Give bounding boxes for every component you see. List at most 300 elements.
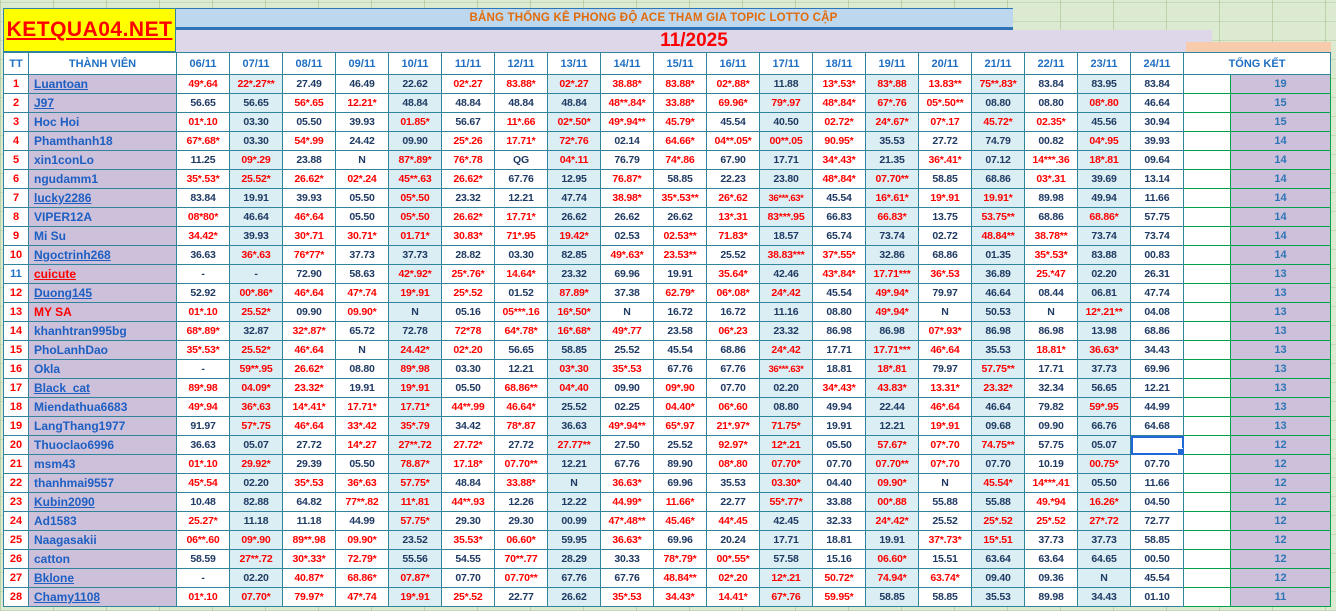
value-cell[interactable]: 19*.91 (389, 379, 442, 398)
row-number[interactable]: 13 (4, 303, 29, 322)
value-cell[interactable]: 68.86 (919, 246, 972, 265)
spacer-cell[interactable] (1184, 417, 1231, 436)
value-cell[interactable]: 38.78** (1025, 227, 1078, 246)
value-cell[interactable]: 48.84** (654, 569, 707, 588)
value-cell[interactable]: 12*.21 (760, 569, 813, 588)
row-number[interactable]: 25 (4, 531, 29, 550)
value-cell[interactable]: 13.14 (1131, 170, 1184, 189)
value-cell[interactable]: 53.75** (972, 208, 1025, 227)
value-cell[interactable]: 16*.50* (548, 303, 601, 322)
value-cell[interactable]: 49.*94 (1025, 493, 1078, 512)
spacer-cell[interactable] (1184, 379, 1231, 398)
value-cell[interactable]: 35.53 (707, 474, 760, 493)
value-cell[interactable]: 57.75 (1131, 208, 1184, 227)
value-cell[interactable]: 79.97 (919, 284, 972, 303)
value-cell[interactable]: 00*.86* (230, 284, 283, 303)
member-name[interactable]: xin1conLo (29, 151, 177, 170)
value-cell[interactable]: 35*.53** (654, 189, 707, 208)
value-cell[interactable]: 68.86** (495, 379, 548, 398)
value-cell[interactable]: 25.52 (654, 436, 707, 455)
header-date-11-11[interactable]: 11/11 (442, 53, 495, 75)
member-name[interactable]: Okla (29, 360, 177, 379)
value-cell[interactable]: 09.64 (1131, 151, 1184, 170)
value-cell[interactable]: 78.87* (389, 455, 442, 474)
value-cell[interactable]: 03.30* (760, 474, 813, 493)
value-cell[interactable]: 01*.10 (177, 588, 230, 607)
total-cell[interactable]: 14 (1231, 246, 1331, 265)
value-cell[interactable]: 75**.83* (972, 75, 1025, 94)
total-cell[interactable]: 13 (1231, 303, 1331, 322)
value-cell[interactable]: 35.53 (866, 132, 919, 151)
value-cell[interactable]: 01.85* (389, 113, 442, 132)
value-cell[interactable]: 44.99 (336, 512, 389, 531)
value-cell[interactable]: 08*.80 (707, 455, 760, 474)
spacer-cell[interactable] (1184, 189, 1231, 208)
value-cell[interactable]: 23.53** (654, 246, 707, 265)
row-number[interactable]: 4 (4, 132, 29, 151)
value-cell[interactable]: 25.*47 (1025, 265, 1078, 284)
header-date-22-11[interactable]: 22/11 (1025, 53, 1078, 75)
row-number[interactable]: 15 (4, 341, 29, 360)
value-cell[interactable]: 82.88 (230, 493, 283, 512)
value-cell[interactable]: 21*.97* (707, 417, 760, 436)
value-cell[interactable]: 07.70* (760, 455, 813, 474)
value-cell[interactable]: 23.32* (972, 379, 1025, 398)
value-cell[interactable]: 07*.93* (919, 322, 972, 341)
value-cell[interactable]: 62.79* (654, 284, 707, 303)
value-cell[interactable]: 37.38 (601, 284, 654, 303)
value-cell[interactable]: N (1025, 303, 1078, 322)
member-name[interactable]: Duong145 (29, 284, 177, 303)
value-cell[interactable]: 35*.53* (177, 170, 230, 189)
row-number[interactable]: 14 (4, 322, 29, 341)
header-date-18-11[interactable]: 18/11 (813, 53, 866, 75)
value-cell[interactable]: 07.70** (495, 455, 548, 474)
value-cell[interactable]: 30.83* (442, 227, 495, 246)
value-cell[interactable]: N (1078, 569, 1131, 588)
member-name[interactable]: khanhtran995bg (29, 322, 177, 341)
value-cell[interactable]: 49.94 (813, 398, 866, 417)
member-name[interactable]: Ad1583 (29, 512, 177, 531)
value-cell[interactable]: 36.63* (601, 531, 654, 550)
member-name[interactable]: ngudamm1 (29, 170, 177, 189)
value-cell[interactable]: 12.22 (548, 493, 601, 512)
value-cell[interactable]: 72.77 (1131, 512, 1184, 531)
value-cell[interactable]: 05.50 (283, 113, 336, 132)
value-cell[interactable]: 48.84 (442, 474, 495, 493)
value-cell[interactable]: 86.98 (866, 322, 919, 341)
value-cell[interactable]: 59.95* (813, 588, 866, 607)
value-cell[interactable]: 11.18 (230, 512, 283, 531)
value-cell[interactable]: 74.75** (972, 436, 1025, 455)
value-cell[interactable]: 07.70** (495, 569, 548, 588)
total-cell[interactable]: 13 (1231, 417, 1331, 436)
value-cell[interactable]: 07*.70 (919, 455, 972, 474)
value-cell[interactable]: 17.71 (760, 151, 813, 170)
value-cell[interactable]: 36*.63 (230, 398, 283, 417)
value-cell[interactable]: 59**.95 (230, 360, 283, 379)
value-cell[interactable]: 48.84** (972, 227, 1025, 246)
value-cell[interactable]: 37.73 (1078, 360, 1131, 379)
value-cell[interactable]: 66.83* (866, 208, 919, 227)
value-cell[interactable]: 04*.11 (548, 151, 601, 170)
value-cell[interactable]: 25.52 (707, 246, 760, 265)
value-cell[interactable]: 14***.41 (1025, 474, 1078, 493)
value-cell[interactable]: 63.74* (919, 569, 972, 588)
value-cell[interactable]: 15.16 (813, 550, 866, 569)
value-cell[interactable]: 78*.87 (495, 417, 548, 436)
member-name[interactable]: PhoLanhDao (29, 341, 177, 360)
value-cell[interactable]: 22.23 (707, 170, 760, 189)
value-cell[interactable]: 36***.63* (760, 360, 813, 379)
row-number[interactable]: 28 (4, 588, 29, 607)
value-cell[interactable]: 11.66 (1131, 189, 1184, 208)
value-cell[interactable]: 26.62 (548, 588, 601, 607)
value-cell[interactable]: 05***.16 (495, 303, 548, 322)
value-cell[interactable]: 79.97 (919, 360, 972, 379)
total-cell[interactable]: 14 (1231, 170, 1331, 189)
value-cell[interactable]: 25.52* (230, 170, 283, 189)
value-cell[interactable]: N (389, 303, 442, 322)
header-date-14-11[interactable]: 14/11 (601, 53, 654, 75)
spacer-cell[interactable] (1184, 208, 1231, 227)
value-cell[interactable]: 45**.63 (389, 170, 442, 189)
value-cell[interactable]: 71.83* (707, 227, 760, 246)
value-cell[interactable]: 07.70* (230, 588, 283, 607)
value-cell[interactable]: 36.63* (601, 474, 654, 493)
value-cell[interactable]: 14.41* (707, 588, 760, 607)
value-cell[interactable]: 12.21 (548, 455, 601, 474)
value-cell[interactable]: 72*.76 (548, 132, 601, 151)
value-cell[interactable]: 05.50 (336, 455, 389, 474)
value-cell[interactable]: 09.90* (866, 474, 919, 493)
site-logo[interactable] (3, 8, 176, 52)
header-date-23-11[interactable]: 23/11 (1078, 53, 1131, 75)
value-cell[interactable]: 13.75 (919, 208, 972, 227)
value-cell[interactable]: 71*.95 (495, 227, 548, 246)
value-cell[interactable]: 17.71 (813, 341, 866, 360)
value-cell[interactable]: 27*.72 (1078, 512, 1131, 531)
spacer-cell[interactable] (1184, 284, 1231, 303)
total-cell[interactable]: 11 (1231, 588, 1331, 607)
value-cell[interactable]: 47*.48** (601, 512, 654, 531)
total-cell[interactable]: 13 (1231, 341, 1331, 360)
value-cell[interactable]: 02.20 (760, 379, 813, 398)
value-cell[interactable]: 40.87* (283, 569, 336, 588)
value-cell[interactable]: 57.67* (866, 436, 919, 455)
member-name[interactable]: J97 (29, 94, 177, 113)
value-cell[interactable]: 30*.33* (283, 550, 336, 569)
value-cell[interactable]: 11.16 (760, 303, 813, 322)
value-cell[interactable]: 67.76 (495, 170, 548, 189)
value-cell[interactable]: 19.42* (548, 227, 601, 246)
value-cell[interactable]: 05*.50 (389, 189, 442, 208)
value-cell[interactable]: 36***.63* (760, 189, 813, 208)
row-number[interactable]: 1 (4, 75, 29, 94)
value-cell[interactable]: 19*.91 (919, 417, 972, 436)
header-date-17-11[interactable]: 17/11 (760, 53, 813, 75)
value-cell[interactable]: 19.91 (866, 531, 919, 550)
value-cell[interactable]: - (177, 569, 230, 588)
value-cell[interactable]: 03*.30 (548, 360, 601, 379)
value-cell[interactable]: 74*.86 (654, 151, 707, 170)
value-cell[interactable]: 24.42 (336, 132, 389, 151)
value-cell[interactable]: 83*.88 (866, 75, 919, 94)
value-cell[interactable]: 17.71* (495, 208, 548, 227)
value-cell[interactable]: 07.70** (866, 455, 919, 474)
row-number[interactable]: 27 (4, 569, 29, 588)
value-cell[interactable]: 06.60* (866, 550, 919, 569)
value-cell[interactable]: 07.70 (1131, 455, 1184, 474)
value-cell[interactable]: 05.07 (230, 436, 283, 455)
member-name[interactable]: Ngoctrinh268 (29, 246, 177, 265)
value-cell[interactable]: 33.88* (654, 94, 707, 113)
header-date-13-11[interactable]: 13/11 (548, 53, 601, 75)
value-cell[interactable]: 58.85 (919, 170, 972, 189)
row-number[interactable]: 3 (4, 113, 29, 132)
value-cell[interactable]: 72.78 (389, 322, 442, 341)
total-cell[interactable]: 12 (1231, 512, 1331, 531)
total-cell[interactable]: 15 (1231, 113, 1331, 132)
value-cell[interactable]: 25*.26 (442, 132, 495, 151)
value-cell[interactable]: 87*.89* (389, 151, 442, 170)
value-cell[interactable]: 57.75* (389, 512, 442, 531)
spacer-cell[interactable] (1184, 474, 1231, 493)
spacer-cell[interactable] (1184, 588, 1231, 607)
value-cell[interactable]: 09.90* (336, 531, 389, 550)
value-cell[interactable]: 03*.31 (1025, 170, 1078, 189)
value-cell[interactable]: 38.83*** (760, 246, 813, 265)
row-number[interactable]: 16 (4, 360, 29, 379)
value-cell[interactable]: 29.30 (495, 512, 548, 531)
member-name[interactable]: Phamthanh18 (29, 132, 177, 151)
value-cell[interactable]: 26*.62 (707, 189, 760, 208)
value-cell[interactable]: 48*.84* (813, 170, 866, 189)
spacer-cell[interactable] (1184, 360, 1231, 379)
value-cell[interactable]: 65.74 (813, 227, 866, 246)
value-cell[interactable]: 00.50 (1131, 550, 1184, 569)
value-cell[interactable]: 45.72* (972, 113, 1025, 132)
value-cell[interactable]: 09.36 (1025, 569, 1078, 588)
value-cell[interactable]: 02.35* (1025, 113, 1078, 132)
spacer-cell[interactable] (1184, 322, 1231, 341)
value-cell[interactable]: 34.43 (1078, 588, 1131, 607)
value-cell[interactable]: N (919, 474, 972, 493)
value-cell[interactable]: 87.89* (548, 284, 601, 303)
value-cell[interactable]: 37.73 (1078, 531, 1131, 550)
member-name[interactable]: Bklone (29, 569, 177, 588)
value-cell[interactable]: 12.95 (548, 170, 601, 189)
value-cell[interactable]: 46*.64 (283, 417, 336, 436)
value-cell[interactable]: 01.35 (972, 246, 1025, 265)
header-date-09-11[interactable]: 09/11 (336, 53, 389, 75)
value-cell[interactable]: 03.30 (230, 132, 283, 151)
value-cell[interactable]: 13.98 (1078, 322, 1131, 341)
value-cell[interactable]: 06*.60 (707, 398, 760, 417)
total-cell[interactable]: 13 (1231, 322, 1331, 341)
value-cell[interactable]: 89.90 (654, 455, 707, 474)
value-cell[interactable]: 16.72 (654, 303, 707, 322)
spacer-cell[interactable] (1184, 113, 1231, 132)
total-cell[interactable]: 13 (1231, 284, 1331, 303)
value-cell[interactable]: 46*.64 (283, 284, 336, 303)
value-cell[interactable]: 89*.98 (389, 360, 442, 379)
value-cell[interactable]: 27**.72 (230, 550, 283, 569)
member-name[interactable]: cuicute (29, 265, 177, 284)
value-cell[interactable]: 26.62* (283, 170, 336, 189)
value-cell[interactable]: 55.88 (919, 493, 972, 512)
value-cell[interactable]: 39.93 (283, 189, 336, 208)
value-cell[interactable]: 22.44 (866, 398, 919, 417)
total-cell[interactable]: 12 (1231, 550, 1331, 569)
value-cell[interactable]: 69.96 (654, 474, 707, 493)
value-cell[interactable]: 04.08 (1131, 303, 1184, 322)
value-cell[interactable]: 68*.89* (177, 322, 230, 341)
value-cell[interactable]: 23.80 (760, 170, 813, 189)
member-name[interactable]: VIPER12A (29, 208, 177, 227)
value-cell[interactable]: 11.88 (760, 75, 813, 94)
row-number[interactable]: 21 (4, 455, 29, 474)
value-cell[interactable]: 07.70 (707, 379, 760, 398)
value-cell[interactable]: 04**.05* (707, 132, 760, 151)
value-cell[interactable]: 89.98 (1025, 189, 1078, 208)
value-cell[interactable]: 50.53 (972, 303, 1025, 322)
value-cell[interactable]: 52.92 (177, 284, 230, 303)
total-cell[interactable]: 12 (1231, 436, 1331, 455)
value-cell[interactable]: 56.65 (230, 94, 283, 113)
value-cell[interactable]: 29.30 (442, 512, 495, 531)
row-number[interactable]: 24 (4, 512, 29, 531)
value-cell[interactable]: 35*.79 (389, 417, 442, 436)
member-name[interactable]: LangThang1977 (29, 417, 177, 436)
value-cell[interactable]: 46.64 (230, 208, 283, 227)
value-cell[interactable]: 09.90 (389, 132, 442, 151)
member-name[interactable]: Miendathua6683 (29, 398, 177, 417)
value-cell[interactable]: 63.64 (1025, 550, 1078, 569)
value-cell[interactable]: 12.21 (1131, 379, 1184, 398)
value-cell[interactable]: 44.99* (601, 493, 654, 512)
total-cell[interactable]: 14 (1231, 208, 1331, 227)
value-cell[interactable]: N (919, 303, 972, 322)
value-cell[interactable]: 45.79* (654, 113, 707, 132)
row-number[interactable]: 5 (4, 151, 29, 170)
value-cell[interactable]: 34.42* (177, 227, 230, 246)
header-tt[interactable]: TT (4, 53, 29, 75)
value-cell[interactable]: 82.85 (548, 246, 601, 265)
value-cell[interactable]: 64.68 (1131, 417, 1184, 436)
value-cell[interactable]: 37.73 (1025, 531, 1078, 550)
member-name[interactable]: Luantoan (29, 75, 177, 94)
value-cell[interactable]: 45.54 (707, 113, 760, 132)
value-cell[interactable]: 01*.10 (177, 113, 230, 132)
value-cell[interactable]: 30.33 (601, 550, 654, 569)
value-cell[interactable]: 69.96 (654, 531, 707, 550)
value-cell[interactable]: 22*.27** (230, 75, 283, 94)
value-cell[interactable]: 28.29 (548, 550, 601, 569)
header-date-06-11[interactable]: 06/11 (177, 53, 230, 75)
value-cell[interactable]: 56*.65 (283, 94, 336, 113)
value-cell[interactable]: 58.85 (548, 341, 601, 360)
value-cell[interactable]: 19.91* (972, 189, 1025, 208)
total-cell[interactable]: 19 (1231, 75, 1331, 94)
total-cell[interactable]: 12 (1231, 531, 1331, 550)
value-cell[interactable]: 09*.29 (230, 151, 283, 170)
value-cell[interactable]: 01*.10 (177, 455, 230, 474)
value-cell[interactable]: 12*.21 (760, 436, 813, 455)
value-cell[interactable]: 00**.05 (760, 132, 813, 151)
value-cell[interactable]: 07.70 (972, 455, 1025, 474)
row-number[interactable]: 23 (4, 493, 29, 512)
spacer-cell[interactable] (1184, 531, 1231, 550)
value-cell[interactable]: 44.99 (1131, 398, 1184, 417)
spacer-cell[interactable] (1184, 265, 1231, 284)
value-cell[interactable]: 17.71 (760, 531, 813, 550)
value-cell[interactable]: 49*.94 (177, 398, 230, 417)
value-cell[interactable]: 11.25 (177, 151, 230, 170)
value-cell[interactable]: 45.46* (654, 512, 707, 531)
value-cell[interactable]: 27.72* (442, 436, 495, 455)
value-cell[interactable]: 07.70** (866, 170, 919, 189)
value-cell[interactable]: 69.96 (1131, 360, 1184, 379)
value-cell[interactable]: 00*.88 (866, 493, 919, 512)
value-cell[interactable]: 32.87 (230, 322, 283, 341)
spacer-cell[interactable] (1184, 436, 1231, 455)
value-cell[interactable]: 05.50 (1078, 474, 1131, 493)
value-cell[interactable]: 02.20 (230, 569, 283, 588)
value-cell[interactable]: 26.62* (283, 360, 336, 379)
value-cell[interactable]: 30.94 (1131, 113, 1184, 132)
value-cell[interactable]: 39.93 (336, 113, 389, 132)
value-cell[interactable]: 16.72 (707, 303, 760, 322)
value-cell[interactable]: 25*.52 (972, 512, 1025, 531)
value-cell[interactable]: 26.62* (442, 208, 495, 227)
value-cell[interactable]: 36*.53 (919, 265, 972, 284)
value-cell[interactable]: 48.84 (548, 94, 601, 113)
value-cell[interactable]: 33*.42 (336, 417, 389, 436)
value-cell[interactable]: 68.86* (336, 569, 389, 588)
value-cell[interactable]: 17.71* (336, 398, 389, 417)
value-cell[interactable]: 08.80 (813, 303, 866, 322)
value-cell[interactable]: 28.82 (442, 246, 495, 265)
value-cell[interactable]: 34*.43* (813, 379, 866, 398)
value-cell[interactable]: 05.50 (336, 189, 389, 208)
value-cell[interactable]: - (177, 265, 230, 284)
value-cell[interactable]: 49*.64 (177, 75, 230, 94)
header-date-15-11[interactable]: 15/11 (654, 53, 707, 75)
value-cell[interactable]: N (336, 341, 389, 360)
value-cell[interactable]: 18*.81 (1078, 151, 1131, 170)
value-cell[interactable]: 11*.81 (389, 493, 442, 512)
value-cell[interactable]: 67.76 (654, 360, 707, 379)
total-cell[interactable]: 13 (1231, 360, 1331, 379)
value-cell[interactable]: 24.42* (389, 341, 442, 360)
value-cell[interactable]: 03.30 (230, 113, 283, 132)
value-cell[interactable]: 14***.36 (1025, 151, 1078, 170)
header-date-10-11[interactable]: 10/11 (389, 53, 442, 75)
value-cell[interactable]: 68.86 (1131, 322, 1184, 341)
value-cell[interactable]: 19.91 (230, 189, 283, 208)
value-cell[interactable]: 14*.41* (283, 398, 336, 417)
member-name[interactable]: catton (29, 550, 177, 569)
value-cell[interactable]: 18.81 (813, 360, 866, 379)
value-cell[interactable]: 12.21* (336, 94, 389, 113)
value-cell[interactable]: 27.72 (495, 436, 548, 455)
value-cell[interactable]: 44*.45 (707, 512, 760, 531)
value-cell[interactable]: 58.85 (654, 170, 707, 189)
value-cell[interactable]: 29.39 (283, 455, 336, 474)
value-cell[interactable]: 26.62 (548, 208, 601, 227)
row-number[interactable]: 22 (4, 474, 29, 493)
